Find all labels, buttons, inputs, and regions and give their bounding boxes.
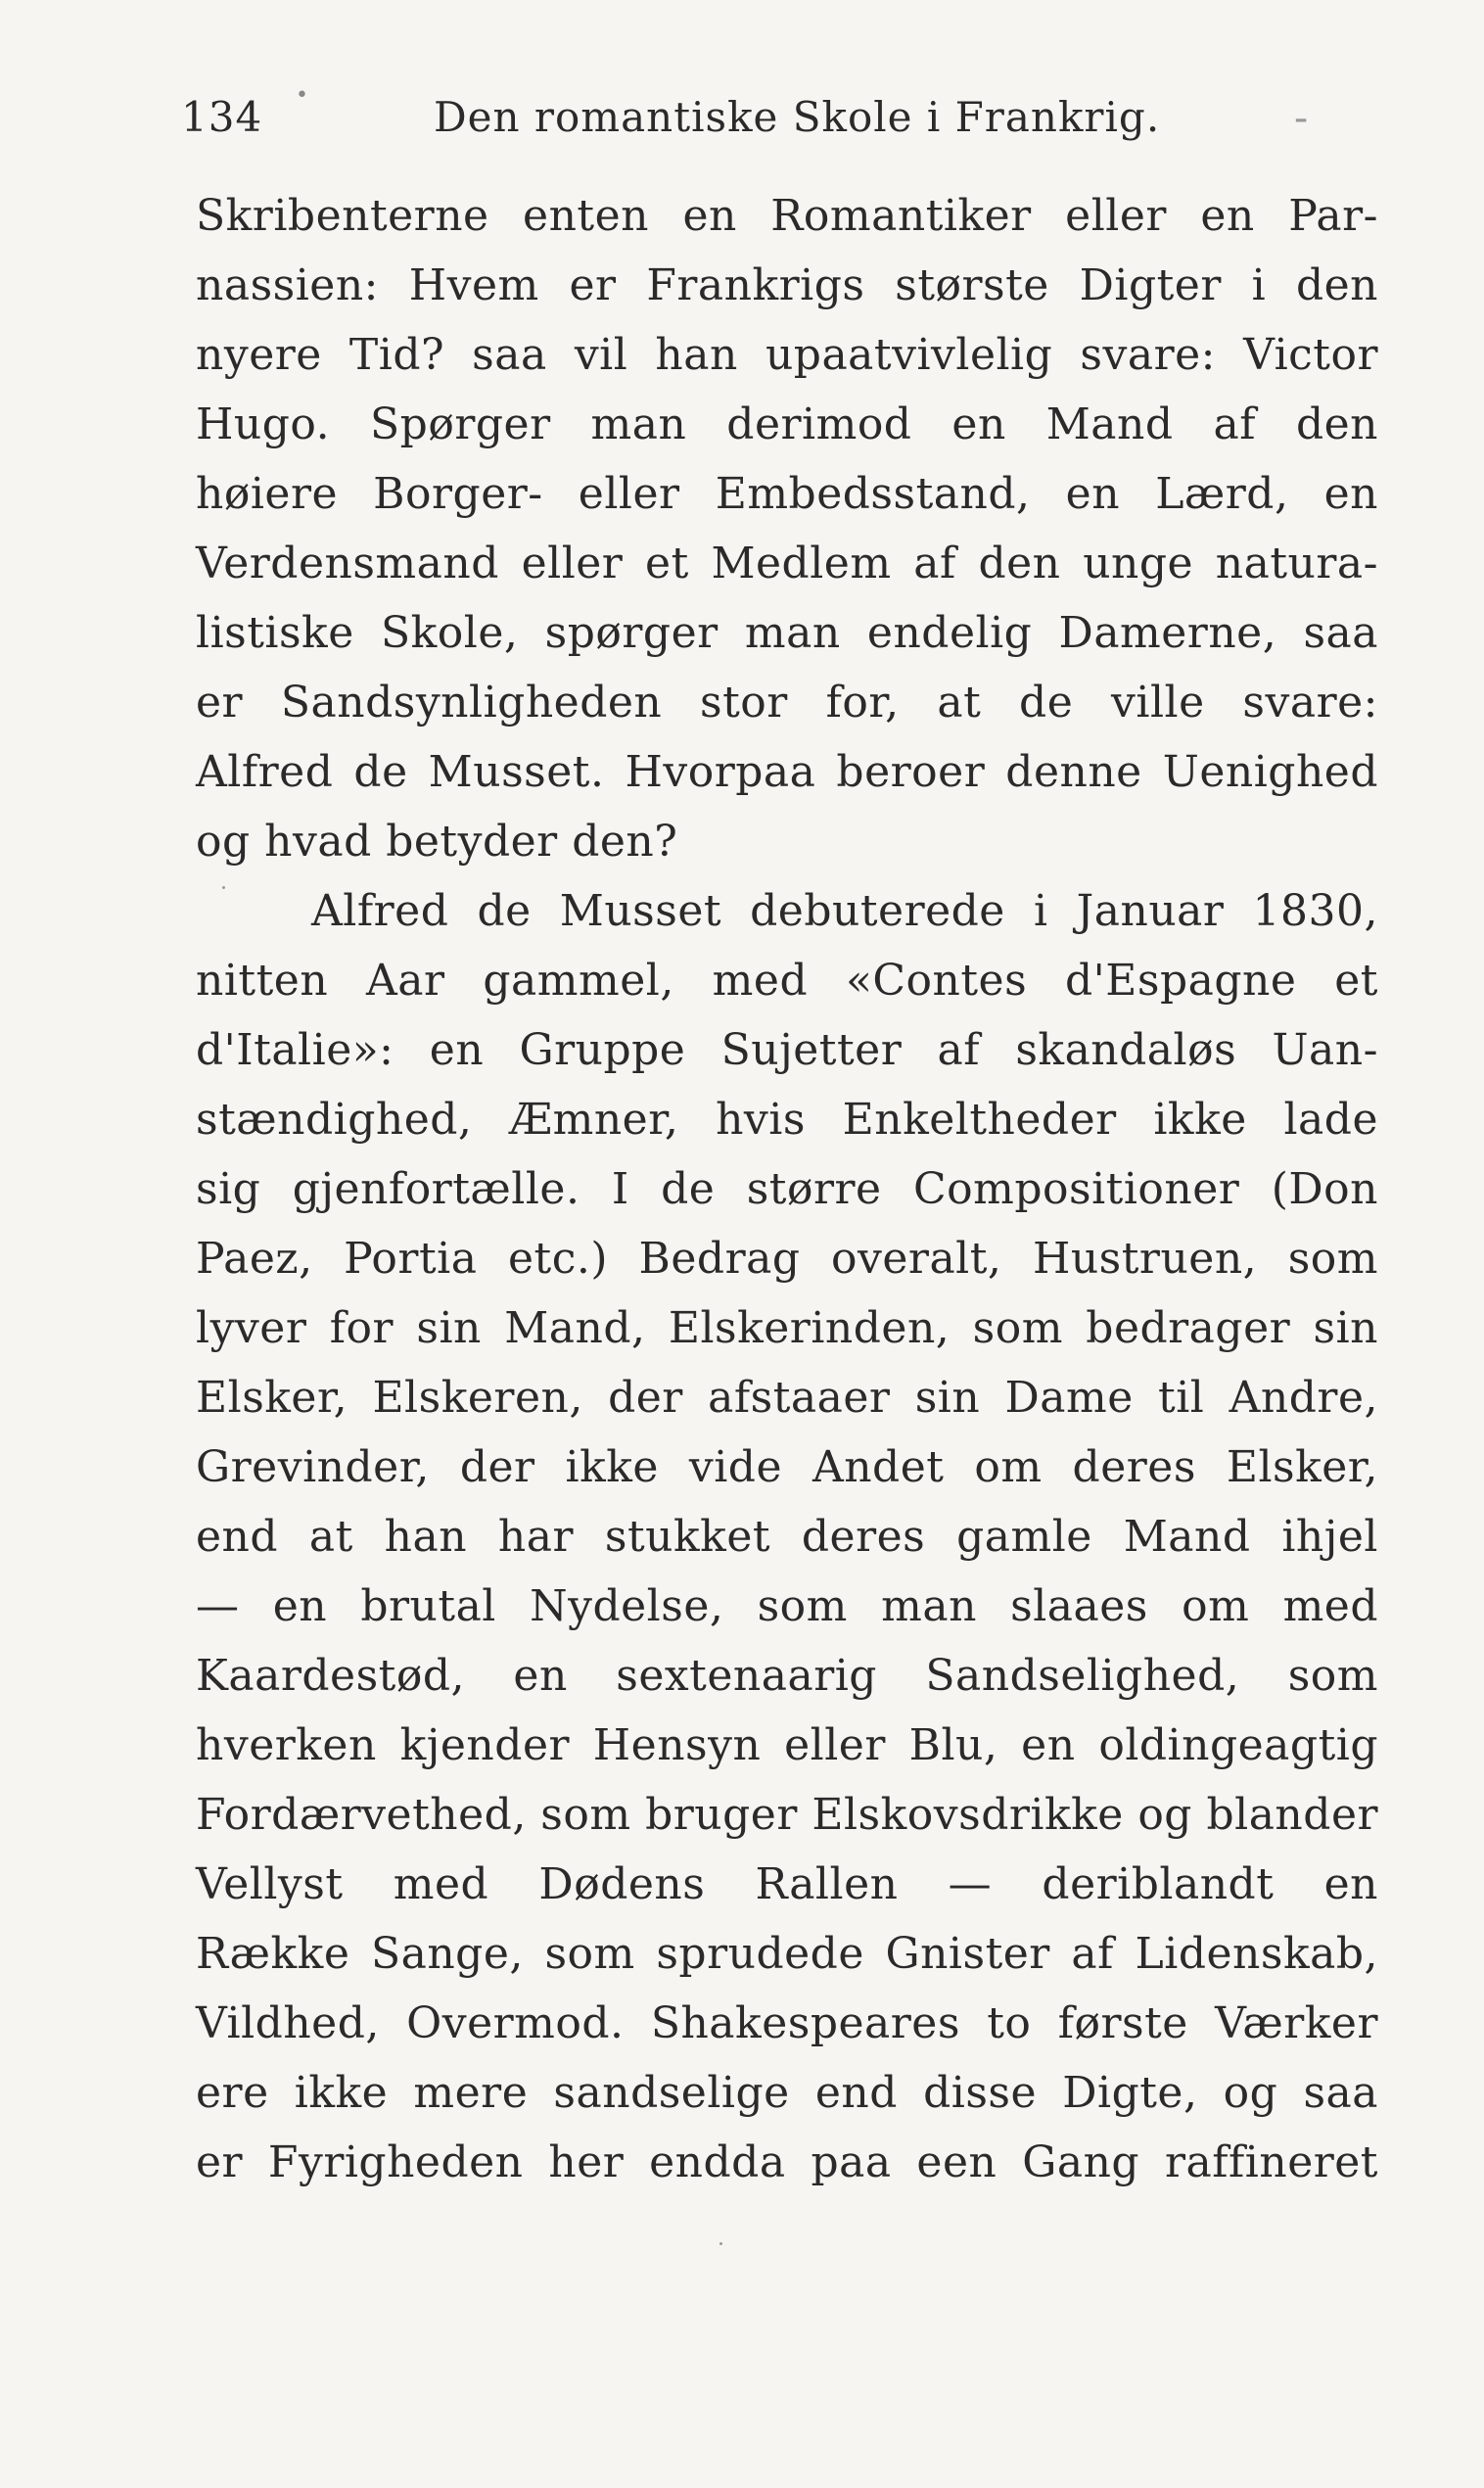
text-line: Hugo. Spørger man derimod en Mand af den	[196, 399, 1378, 449]
text-line: lyver for sin Mand, Elskerinden, som bedrager sin	[196, 1303, 1378, 1353]
text-line: listiske Skole, spørger man endelig Damerne, saa	[196, 608, 1378, 658]
page-header	[181, 83, 1385, 147]
text-line: Grevinder, der ikke vide Andet om deres Elsker,	[196, 1442, 1378, 1492]
text-line: nyere Tid? saa vil han upaatvivlelig svare: Victor	[196, 330, 1378, 380]
text-line: Alfred de Musset. Hvorpaa beroer denne Uenighed	[196, 747, 1378, 797]
ink-speck: •	[296, 83, 308, 108]
text-line: Elsker, Elskeren, der afstaaer sin Dame til Andre,	[196, 1373, 1378, 1423]
text-line: — en brutal Nydelse, som man slaaes om med	[196, 1581, 1378, 1631]
text-line: Vellyst med Dødens Rallen — deriblandt en	[196, 1859, 1378, 1909]
text-line: er Sandsynligheden stor for, at de ville svare:	[196, 678, 1378, 728]
page-number: 134	[181, 93, 263, 141]
text-line: hverken kjender Hensyn eller Blu, en oldingeagtig	[196, 1720, 1378, 1770]
text-line: nitten Aar gammel, med «Contes d'Espagne et	[196, 956, 1378, 1006]
text-line: stændighed, Æmner, hvis Enkeltheder ikke lade	[196, 1095, 1378, 1145]
header-dash: -	[1294, 93, 1309, 141]
text-line: d'Italie»: en Gruppe Sujetter af skandaløs Uan-	[196, 1025, 1378, 1075]
text-line: Paez, Portia etc.) Bedrag overalt, Hustruen, som	[196, 1234, 1378, 1284]
text-line: høiere Borger- eller Embedsstand, en Lærd, en	[196, 469, 1378, 519]
text-line: sig gjenfortælle. I de større Compositioner (Don	[196, 1164, 1378, 1214]
paper-speck	[719, 2242, 722, 2245]
text-line: Skribenterne enten en Romantiker eller en Par-	[196, 191, 1378, 241]
text-line: ere ikke mere sandselige end disse Digte, og saa	[196, 2068, 1378, 2118]
text-line: er Fyrigheden her endda paa een Gang raffineret	[196, 2137, 1378, 2187]
text-line: Kaardestød, en sextenaarig Sandselighed, som	[196, 1651, 1378, 1701]
text-line: Række Sange, som sprudede Gnister af Lidenskab,	[196, 1929, 1378, 1979]
paragraph-end-line: og hvad betyder den?	[196, 817, 678, 867]
text-line: Fordærvethed, som bruger Elskovsdrikke og blander	[196, 1790, 1379, 1840]
text-line: nassien: Hvem er Frankrigs største Digter i den	[196, 260, 1378, 310]
paragraph-start-line: Alfred de Musset debuterede i Januar 1830,	[311, 886, 1378, 936]
text-line: end at han har stukket deres gamle Mand ihjel	[196, 1512, 1378, 1562]
text-line: Vildhed, Overmod. Shakespeares to første Værker	[196, 1998, 1378, 2048]
body-text	[196, 181, 1378, 2197]
paper-speck	[222, 886, 225, 889]
text-line: Verdensmand eller et Medlem af den unge natura-	[196, 539, 1378, 588]
running-title: Den romantiske Skole i Frankrig.	[434, 93, 1161, 141]
